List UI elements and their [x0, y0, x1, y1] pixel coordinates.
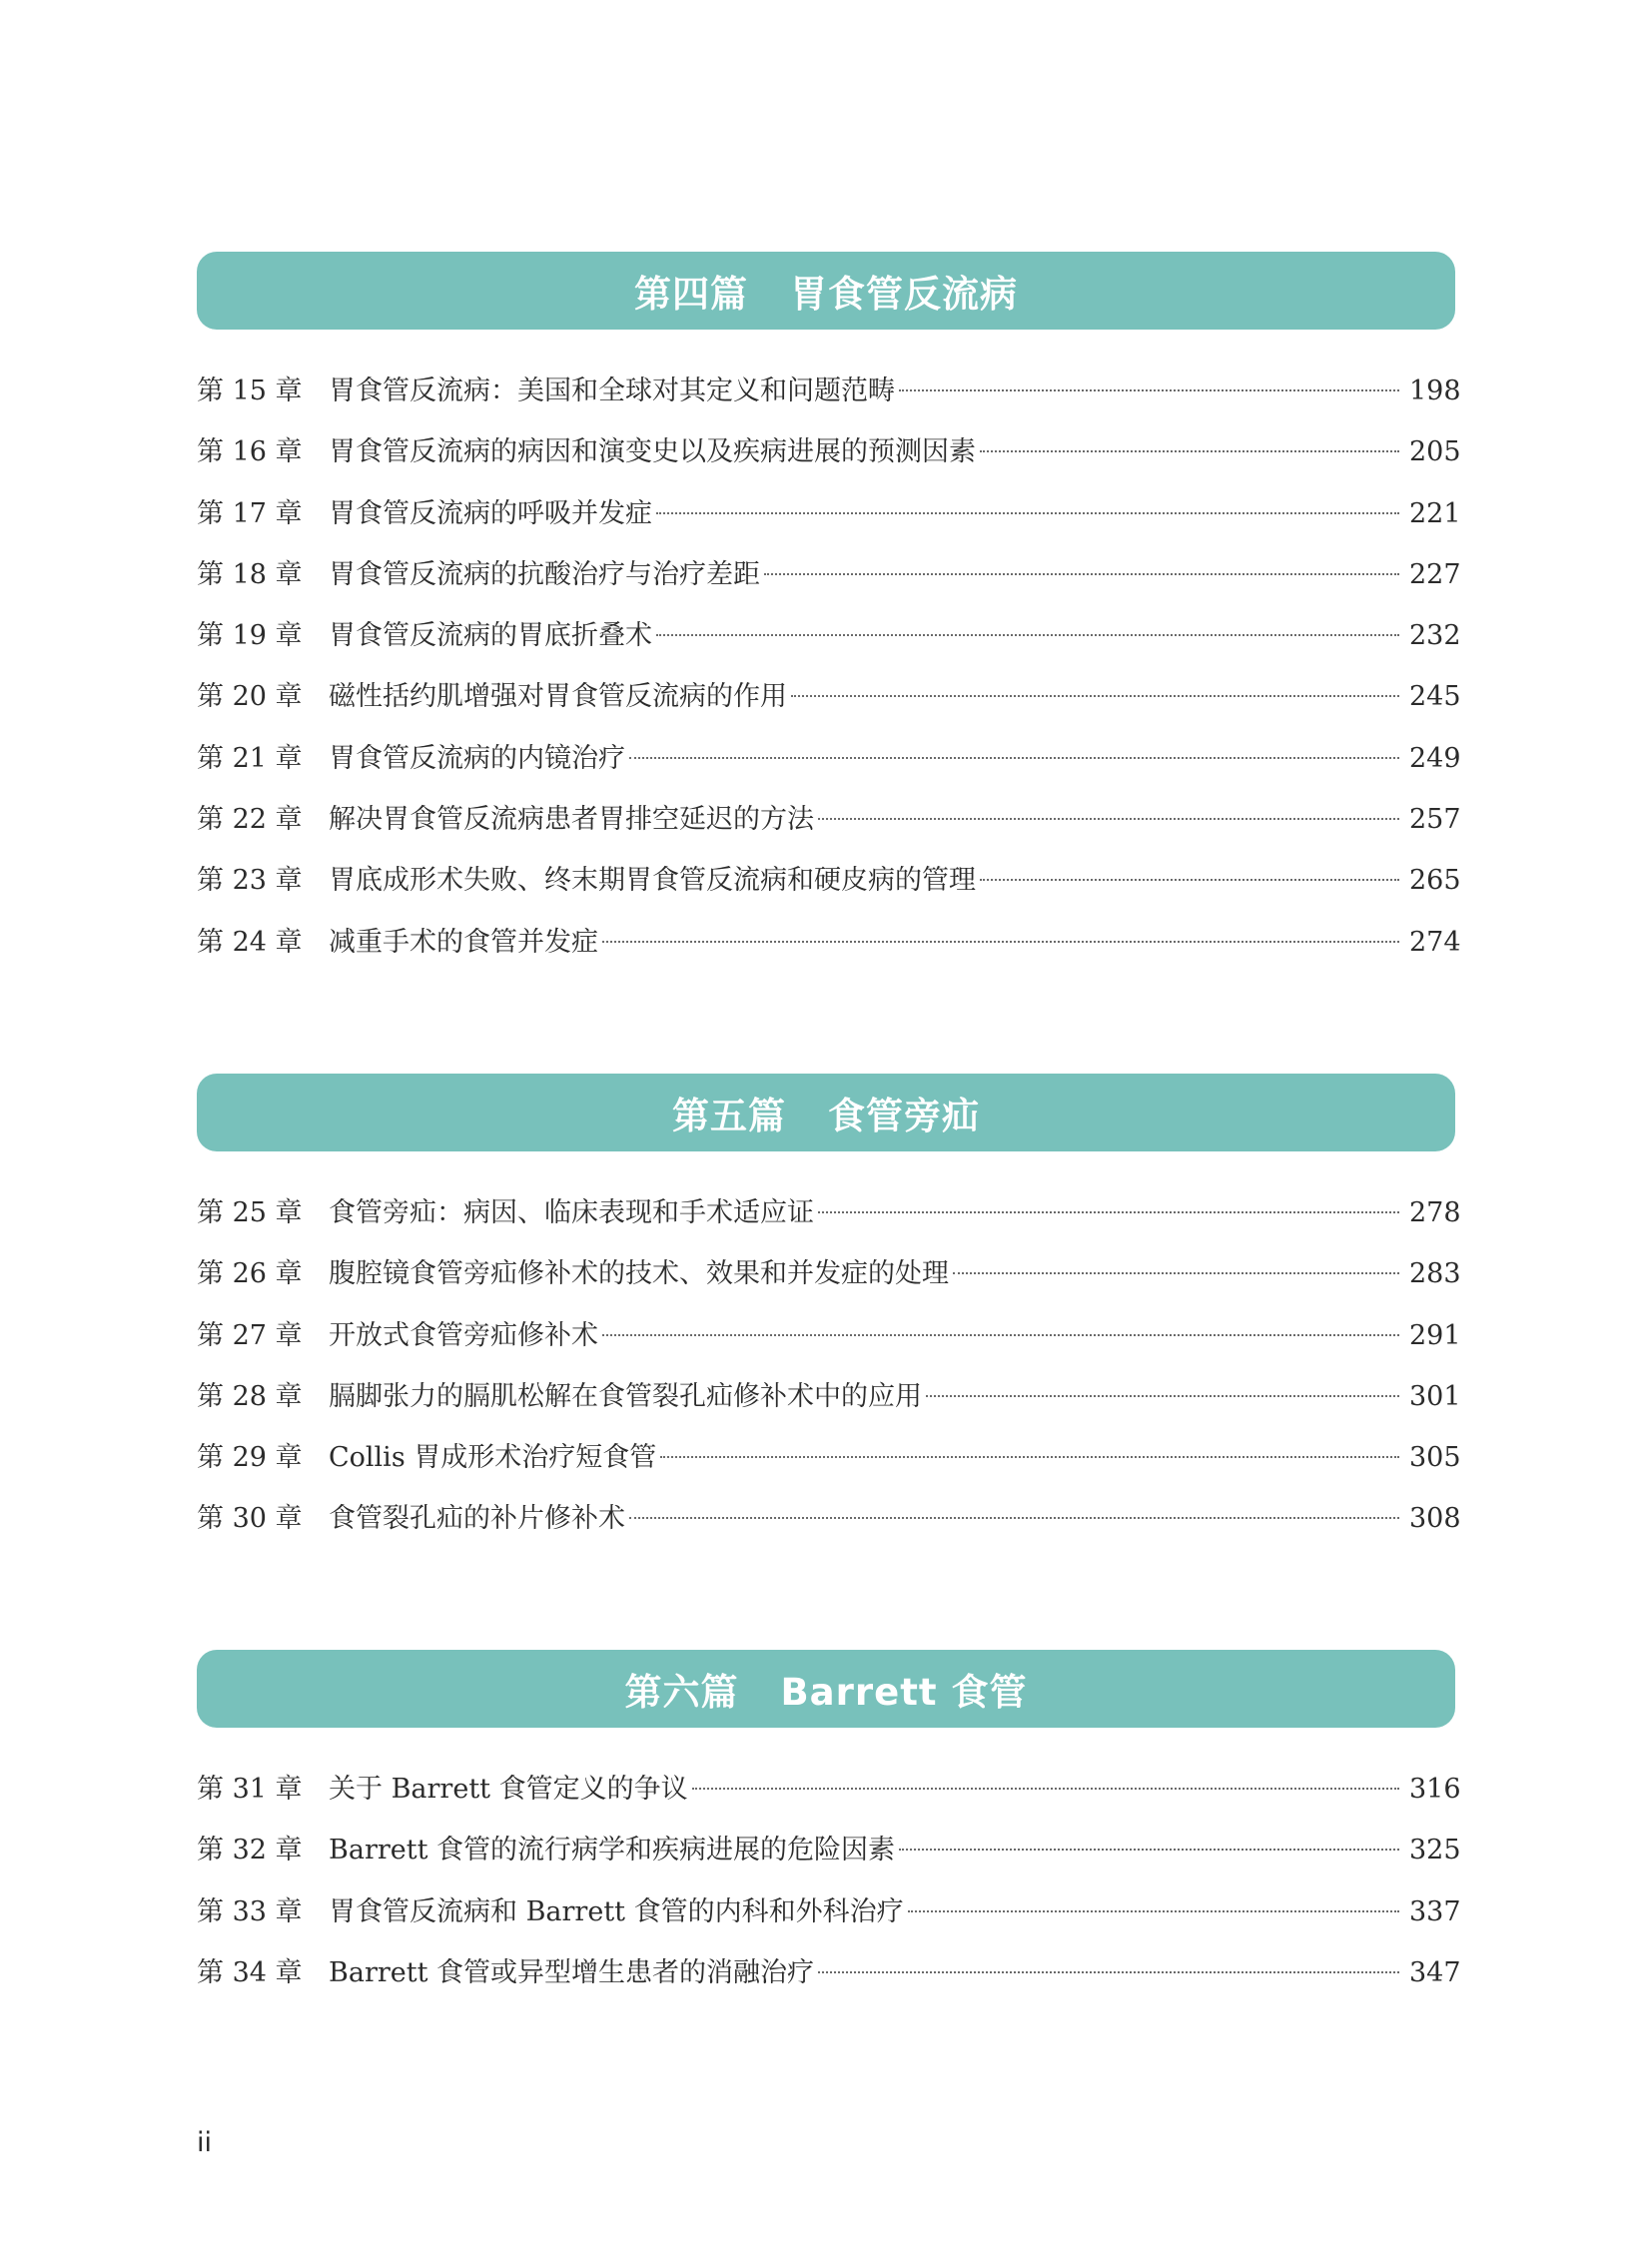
chapter-page-number: 205 — [1409, 436, 1461, 468]
chapter-list — [197, 1193, 1461, 1561]
chapter-page-number: 301 — [1409, 1380, 1461, 1412]
part-title: 食管旁疝 — [828, 1095, 980, 1137]
chapter-entry[interactable] — [197, 1770, 1461, 1831]
chapter-entry[interactable] — [197, 432, 1461, 493]
chapter-title: 胃食管反流病和 Barrett 食管的内科和外科治疗 — [329, 1895, 904, 1927]
dot-leader — [926, 1395, 1399, 1397]
dot-leader — [692, 1788, 1399, 1790]
dot-leader — [908, 1910, 1399, 1912]
chapter-page-number: 249 — [1409, 742, 1461, 774]
chapter-page-number: 227 — [1409, 558, 1461, 590]
part-title: 胃食管反流病 — [790, 273, 1018, 316]
dot-leader — [629, 757, 1399, 759]
part-section-6 — [197, 1650, 1461, 2014]
chapter-title: 胃食管反流病的胃底折叠术 — [329, 620, 652, 652]
part-header — [197, 252, 1455, 330]
dot-leader — [656, 634, 1399, 636]
chapter-entry[interactable] — [197, 861, 1461, 922]
chapter-number: 第 26 章 — [197, 1258, 303, 1290]
page-number: ii — [197, 2127, 213, 2158]
chapter-entry[interactable] — [197, 923, 1461, 984]
chapter-title: 胃食管反流病的内镜治疗 — [329, 742, 625, 774]
dot-leader — [764, 573, 1399, 575]
chapter-page-number: 337 — [1409, 1895, 1461, 1927]
chapter-page-number: 274 — [1409, 926, 1461, 958]
chapter-title: 腹腔镜食管旁疝修补术的技术、效果和并发症的处理 — [329, 1258, 949, 1290]
chapter-entry[interactable] — [197, 1499, 1461, 1560]
chapter-title: 食管旁疝：病因、临床表现和手术适应证 — [329, 1197, 814, 1228]
dot-leader — [980, 879, 1399, 881]
chapter-number: 第 19 章 — [197, 620, 303, 652]
dot-leader — [899, 1849, 1399, 1851]
chapter-number: 第 25 章 — [197, 1197, 303, 1228]
chapter-title: 开放式食管旁疝修补术 — [329, 1319, 598, 1351]
dot-leader — [602, 941, 1399, 943]
chapter-page-number: 283 — [1409, 1258, 1461, 1290]
chapter-number: 第 16 章 — [197, 436, 303, 468]
chapter-entry[interactable] — [197, 1193, 1461, 1254]
chapter-entry[interactable] — [197, 372, 1461, 432]
dot-leader — [818, 1971, 1399, 1973]
dot-leader — [980, 450, 1399, 452]
dot-leader — [629, 1517, 1399, 1519]
chapter-number: 第 32 章 — [197, 1835, 303, 1867]
chapter-entry[interactable] — [197, 1831, 1461, 1891]
part-number: 第六篇 — [624, 1671, 739, 1714]
part-title: Barrett 食管 — [780, 1671, 1028, 1714]
chapter-page-number: 278 — [1409, 1197, 1461, 1228]
chapter-number: 第 29 章 — [197, 1442, 303, 1474]
chapter-title: 减重手术的食管并发症 — [329, 926, 598, 958]
chapter-number: 第 23 章 — [197, 865, 303, 897]
chapter-number: 第 22 章 — [197, 804, 303, 836]
chapter-entry[interactable] — [197, 677, 1461, 738]
chapter-page-number: 265 — [1409, 865, 1461, 897]
part-number: 第五篇 — [672, 1095, 786, 1137]
chapter-entry[interactable] — [197, 1254, 1461, 1315]
chapter-page-number: 257 — [1409, 804, 1461, 836]
chapter-entry[interactable] — [197, 555, 1461, 616]
chapter-title: Barrett 食管的流行病学和疾病进展的危险因素 — [329, 1835, 896, 1867]
chapter-title: 食管裂孔疝的补片修补术 — [329, 1503, 625, 1535]
chapter-entry[interactable] — [197, 800, 1461, 861]
chapter-number: 第 24 章 — [197, 926, 303, 958]
chapter-title: 解决胃食管反流病患者胃排空延迟的方法 — [329, 804, 814, 836]
chapter-number: 第 34 章 — [197, 1956, 303, 1988]
chapter-page-number: 291 — [1409, 1319, 1461, 1351]
chapter-page-number: 232 — [1409, 620, 1461, 652]
chapter-number: 第 21 章 — [197, 742, 303, 774]
dot-leader — [660, 1456, 1399, 1458]
chapter-number: 第 18 章 — [197, 558, 303, 590]
chapter-title: 关于 Barrett 食管定义的争议 — [329, 1774, 688, 1805]
chapter-number: 第 20 章 — [197, 681, 303, 713]
chapter-page-number: 308 — [1409, 1503, 1461, 1535]
chapter-number: 第 30 章 — [197, 1503, 303, 1535]
part-number: 第四篇 — [634, 273, 748, 316]
chapter-title: Barrett 食管或异型增生患者的消融治疗 — [329, 1956, 815, 1988]
chapter-entry[interactable] — [197, 494, 1461, 555]
chapter-number: 第 17 章 — [197, 497, 303, 529]
part-section-5 — [197, 1074, 1461, 1561]
dot-leader — [953, 1272, 1399, 1274]
chapter-page-number: 325 — [1409, 1835, 1461, 1867]
chapter-title: 胃食管反流病：美国和全球对其定义和问题范畴 — [329, 375, 895, 406]
chapter-number: 第 27 章 — [197, 1319, 303, 1351]
dot-leader — [602, 1334, 1399, 1336]
chapter-title: 胃食管反流病的病因和演变史以及疾病进展的预测因素 — [329, 436, 976, 468]
chapter-number: 第 31 章 — [197, 1774, 303, 1805]
chapter-title: 胃食管反流病的呼吸并发症 — [329, 497, 652, 529]
dot-leader — [656, 512, 1399, 514]
dot-leader — [899, 389, 1399, 391]
chapter-number: 第 15 章 — [197, 375, 303, 406]
dot-leader — [818, 1211, 1399, 1213]
chapter-page-number: 221 — [1409, 497, 1461, 529]
chapter-list — [197, 1770, 1461, 2014]
dot-leader — [791, 695, 1399, 697]
chapter-page-number: 316 — [1409, 1774, 1461, 1805]
chapter-entry[interactable] — [197, 1953, 1461, 2014]
chapter-list — [197, 372, 1461, 984]
chapter-title: Collis 胃成形术治疗短食管 — [329, 1442, 657, 1474]
chapter-title: 胃食管反流病的抗酸治疗与治疗差距 — [329, 558, 760, 590]
chapter-page-number: 347 — [1409, 1956, 1461, 1988]
chapter-entry[interactable] — [197, 616, 1461, 677]
part-section-4 — [197, 252, 1461, 984]
chapter-title: 磁性括约肌增强对胃食管反流病的作用 — [329, 681, 787, 713]
chapter-entry[interactable] — [197, 739, 1461, 800]
chapter-number: 第 33 章 — [197, 1895, 303, 1927]
chapter-entry[interactable] — [197, 1438, 1461, 1499]
chapter-page-number: 245 — [1409, 681, 1461, 713]
chapter-page-number: 305 — [1409, 1442, 1461, 1474]
chapter-entry[interactable] — [197, 1316, 1461, 1377]
dot-leader — [818, 818, 1399, 820]
chapter-entry[interactable] — [197, 1377, 1461, 1438]
part-header — [197, 1650, 1455, 1728]
chapter-entry[interactable] — [197, 1892, 1461, 1953]
chapter-number: 第 28 章 — [197, 1380, 303, 1412]
part-header — [197, 1074, 1455, 1151]
chapter-page-number: 198 — [1409, 375, 1461, 406]
chapter-title: 胃底成形术失败、终末期胃食管反流病和硬皮病的管理 — [329, 865, 976, 897]
chapter-title: 膈脚张力的膈肌松解在食管裂孔疝修补术中的应用 — [329, 1380, 922, 1412]
